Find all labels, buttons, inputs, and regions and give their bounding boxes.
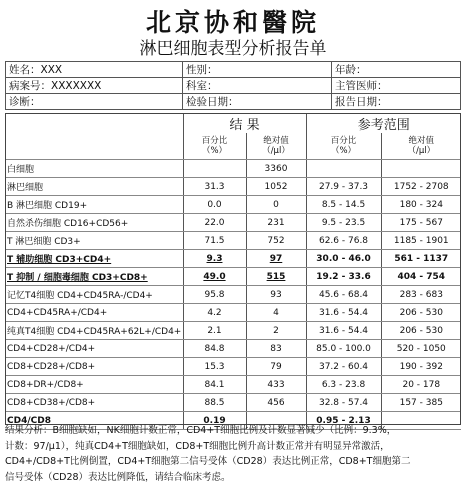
row-ref-abs: 157 - 385 (381, 394, 461, 412)
row-name: 自然杀伤细胞 CD16+CD56+ (5, 214, 183, 232)
row-abs: 1052 (246, 178, 306, 196)
age-cell (332, 62, 461, 78)
row-ref-abs: 520 - 1050 (381, 340, 461, 358)
row-abs: 79 (246, 358, 306, 376)
row-name: CD8+DR+/CD8+ (5, 376, 183, 394)
row-ref-pct (306, 160, 381, 178)
row-name: T 淋巴细胞 CD3+ (5, 232, 183, 250)
row-abs: 433 (246, 376, 306, 394)
row-name: 记忆T4细胞 CD4+CD45RA-/CD4+ (5, 286, 183, 304)
result-header: 结 果 (183, 113, 306, 133)
col-abs-text: 绝对值 （/μl） (262, 136, 290, 156)
row-name: 淋巴细胞 (5, 178, 183, 196)
row-abs: 3360 (246, 160, 306, 178)
row-ref-pct: 37.2 - 60.4 (306, 358, 381, 376)
table-row (5, 394, 461, 412)
record-label: 病案号： (9, 80, 51, 92)
row-ref-abs: 561 - 1137 (381, 250, 461, 268)
table-row (5, 196, 461, 214)
test-date-label: 检验日期： (186, 96, 239, 108)
row-ref-pct: 31.6 - 54.4 (306, 304, 381, 322)
table-row (5, 178, 461, 196)
col-pct-header (183, 133, 246, 160)
row-name: CD8+CD28+/CD8+ (5, 358, 183, 376)
row-abs: 231 (246, 214, 306, 232)
table-row (5, 268, 461, 286)
diagnosis-label: 诊断： (9, 96, 41, 108)
table-row (5, 250, 461, 268)
row-ref-abs: 190 - 392 (381, 358, 461, 376)
ward-cell (183, 78, 332, 94)
row-abs: 2 (246, 322, 306, 340)
diagnosis-cell (6, 94, 183, 110)
row-ref-pct: 62.6 - 76.8 (306, 232, 381, 250)
conclusion-line: 计数：97/μ1），纯真CD4+T细胞缺如，CD8+T细胞比例升高计数正常并有明显异常激活， (5, 439, 459, 455)
row-name: CD4+CD45RA+/CD4+ (5, 304, 183, 322)
record-cell (6, 78, 183, 94)
table-row (5, 358, 461, 376)
row-pct: 9.3 (183, 250, 246, 268)
row-pct: 84.1 (183, 376, 246, 394)
row-abs: 93 (246, 286, 306, 304)
name-value: XXX (41, 64, 63, 76)
conclusion-line: 结果分析：B细胞缺如，NK细胞计数正常，CD4+T细胞比例及计数显著减少（比例：9.3%， (5, 423, 459, 439)
row-ref-abs: 1752 - 2708 (381, 178, 461, 196)
conclusion (5, 423, 459, 485)
doctor-label: 主管医师： (335, 80, 388, 92)
sex-label: 性别： (186, 64, 218, 76)
row-pct: 88.5 (183, 394, 246, 412)
row-abs: 97 (246, 250, 306, 268)
row-ref-abs: 283 - 683 (381, 286, 461, 304)
row-pct: 31.3 (183, 178, 246, 196)
row-name: T 辅助细胞 CD3+CD4+ (5, 250, 183, 268)
row-name: CD8+CD38+/CD8+ (5, 394, 183, 412)
sex-cell (183, 62, 332, 78)
row-ref-pct: 32.8 - 57.4 (306, 394, 381, 412)
conclusion-line: CD4+/CD8+T比例倒置，CD4+T细胞第二信号受体（CD28）表达比例正常，CD8+T细胞第二 (5, 454, 459, 470)
name-label: 姓名： (9, 64, 41, 76)
row-ref-abs: 206 - 530 (381, 322, 461, 340)
row-pct: 2.1 (183, 322, 246, 340)
row-ref-pct: 8.5 - 14.5 (306, 196, 381, 214)
row-ref-pct: 85.0 - 100.0 (306, 340, 381, 358)
record-value: XXXXXXX (51, 80, 101, 92)
table-row (5, 322, 461, 340)
row-name: B 淋巴细胞 CD19+ (5, 196, 183, 214)
blank-subheader (5, 133, 183, 160)
table-row (5, 232, 461, 250)
row-ref-pct: 0.95 - 2.13 (306, 412, 381, 430)
row-ref-pct: 27.9 - 37.3 (306, 178, 381, 196)
row-ref-abs: 180 - 324 (381, 196, 461, 214)
reference-header: 参考范围 (306, 113, 461, 133)
row-name: T 抑制 / 细胞毒细胞 CD3+CD8+ (5, 268, 183, 286)
doctor-cell (332, 78, 461, 94)
table-row (5, 214, 461, 232)
row-ref-abs: 1185 - 1901 (381, 232, 461, 250)
row-ref-pct: 9.5 - 23.5 (306, 214, 381, 232)
col-abs-header (246, 133, 306, 160)
row-pct: 4.2 (183, 304, 246, 322)
row-pct: 0.0 (183, 196, 246, 214)
row-name: 纯真T4细胞 CD4+CD45RA+62L+/CD4+ (5, 322, 183, 340)
col-ref-abs-text: 绝对值 （/μl） (407, 136, 435, 156)
row-abs: 515 (246, 268, 306, 286)
row-name: 白细胞 (5, 160, 183, 178)
table-row (5, 376, 461, 394)
row-pct (183, 160, 246, 178)
row-pct: 49.0 (183, 268, 246, 286)
row-ref-abs: 404 - 754 (381, 268, 461, 286)
row-ref-abs: 206 - 530 (381, 304, 461, 322)
col-ref-pct-header (306, 133, 381, 160)
row-abs: 4 (246, 304, 306, 322)
row-ref-abs: 175 - 567 (381, 214, 461, 232)
report-date-cell (332, 94, 461, 110)
row-name: CD4/CD8 (5, 412, 183, 430)
patient-info-table (5, 61, 461, 110)
row-ref-abs (381, 160, 461, 178)
report-title: 淋巴细胞表型分析报告单 (0, 34, 466, 59)
row-ref-pct: 30.0 - 46.0 (306, 250, 381, 268)
name-cell (6, 62, 183, 78)
row-pct: 15.3 (183, 358, 246, 376)
row-abs: 752 (246, 232, 306, 250)
row-ref-pct: 45.6 - 68.4 (306, 286, 381, 304)
row-pct: 0.19 (183, 412, 246, 430)
table-row (5, 304, 461, 322)
blank-header (5, 113, 183, 133)
row-abs: 83 (246, 340, 306, 358)
table-row (5, 160, 461, 178)
row-ref-pct: 19.2 - 33.6 (306, 268, 381, 286)
ward-label: 科室： (186, 80, 218, 92)
report-date-label: 报告日期： (335, 96, 388, 108)
row-ref-abs: 20 - 178 (381, 376, 461, 394)
col-ref-pct-text: 百分比 （%） (331, 136, 357, 156)
hospital-name: 北京协和醫院 (0, 3, 466, 39)
row-ref-pct: 31.6 - 54.4 (306, 322, 381, 340)
table-row (5, 286, 461, 304)
row-abs: 456 (246, 394, 306, 412)
results-table (5, 113, 461, 430)
age-label: 年龄： (335, 64, 367, 76)
row-pct: 22.0 (183, 214, 246, 232)
row-abs: 0 (246, 196, 306, 214)
col-pct-text: 百分比 （%） (202, 136, 228, 156)
table-row (5, 340, 461, 358)
row-pct: 84.8 (183, 340, 246, 358)
row-ref-pct: 6.3 - 23.8 (306, 376, 381, 394)
row-name: CD4+CD28+/CD4+ (5, 340, 183, 358)
test-date-cell (183, 94, 332, 110)
row-pct: 71.5 (183, 232, 246, 250)
col-ref-abs-header (381, 133, 461, 160)
row-pct: 95.8 (183, 286, 246, 304)
conclusion-line: 信号受体（CD28）表达比例降低，请结合临床考虑。 (5, 470, 459, 485)
